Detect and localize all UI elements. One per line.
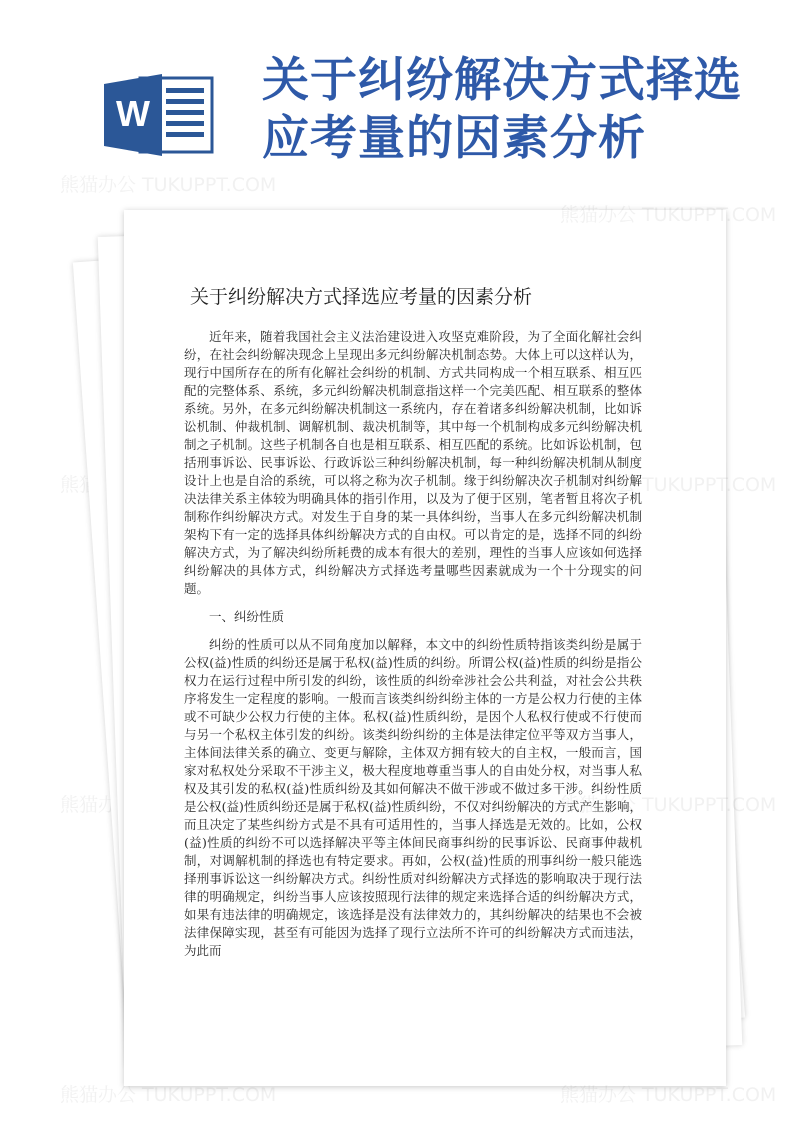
watermark: 熊猫办公 TUKUPPT.COM (560, 1084, 777, 1106)
banner-header (0, 0, 800, 200)
banner-title: 关于纠纷解决方式择选应考量的因素分析 (262, 53, 742, 166)
watermark: 熊猫办公 (60, 794, 137, 816)
watermark: 熊猫办公 TUKUPPT.COM (60, 1084, 277, 1106)
document-page (124, 210, 726, 1086)
body-paragraph: 近年来，随着我国社会主义法治建设进入攻坚克难阶段，为了全面化解社会纠纷，在社会纠纷解决现念上呈现出多元纠纷解决机制态势。大体上可以这样认为，现行中国所存在的所有化解社会纠纷的机制、方式共同构成一个相互联系、相互匹配的完整体系、系统，多元纠纷解决机制意指这样一个完美匹配、相互联系的整体系统。另外，在多元纠纷解决机制这一系统内，存在着诸多纠纷解决机制，比如诉讼机制、仲裁机制、调解机制、裁决机制等，其中每一个机制构成多元纠纷解决机制之子机制。这些子机制各自也是相互联系、相互匹配的系统。比如诉讼机制，包括刑事诉讼、民事诉讼、行政诉讼三种纠纷解决机制，每一种纠纷解决机制从制度设计上也是自洽的系统，可以将之称为次子机制。缘于纠纷解决次子机制对纠纷解决法律关系主体较为明确具体的指引作用，以及为了便于区别，笔者暂且将次子机制称作纠纷解决方式。对发生于自身的某一具体纠纷，当事人在多元纠纷解决机制架构下有一定的选择具体纠纷解决方式的自由权。可以肯定的是，选择不同的纠纷解决方式，为了解决纠纷所耗费的成本有很大的差别，理性的当事人应该如何选择纠纷解决的具体方式，纠纷解决方式择选考量哪些因素就成为一个十分现实的问题。 (184, 329, 642, 596)
microsoft-word-icon (104, 72, 216, 158)
svg-text:W: W (116, 93, 150, 134)
document-title: 关于纠纷解决方式择选应考量的因素分析 (190, 286, 533, 308)
section-heading: 一、纠纷性质 (209, 609, 285, 624)
body-paragraph: 纠纷的性质可以从不同角度加以解释，本文中的纠纷性质特指该类纠纷是属于公权(益)性质的纠纷还是属于私权(益)性质的纠纷。所谓公权(益)性质的纠纷是指公权力在运行过程中所引发的纠纷，该性质的纠纷牵涉社会公共利益，对社会公共秩序将发生一定程度的影响。一般而言该类纠纷纠纷主体的一方是公权力行使的主体或不可缺少公权力行使的主体。私权(益)性质纠纷，是因个人私权行使或不行使而与另一个私权主体引发的纠纷。该类纠纷纠纷的主体是法律定位平等双方当事人，主体间法律关系的确立、变更与解除，主体双方拥有较大的自主权，一般而言，国家对私权处分采取不干涉主义，极大程度地尊重当事人的自由处分权，对当事人私权及其引发的私权(益)性质纠纷及其如何解决不做干涉或不做过多干涉。纠纷性质是公权(益)性质纠纷还是属于私权(益)性质纠纷，不仅对纠纷解决的方式产生影响，而且决定了某些纠纷方式是不具有可适用性的，当事人择选是无效的。比如，公权(益)性质的纠纷不可以选择解决平等主体间民商事纠纷的民事诉讼、民商事仲裁机制，对调解机制的择选也有特定要求。再如，公权(益)性质的刑事纠纷一般只能选择刑事诉讼这一纠纷解决方式。纠纷性质对纠纷解决方式择选的影响取决于现行法律的明确规定，纠纷当事人应该按照现行法律的规定来选择合适的纠纷解决方式，如果有违法律的明确规定，该选择是没有法律效力的，其纠纷解决的结果也不会被法律保障实现，甚至有可能因为选择了现行立法所不许可的纠纷解决方式而违法，为此而 (184, 637, 642, 958)
document-body (184, 328, 642, 970)
